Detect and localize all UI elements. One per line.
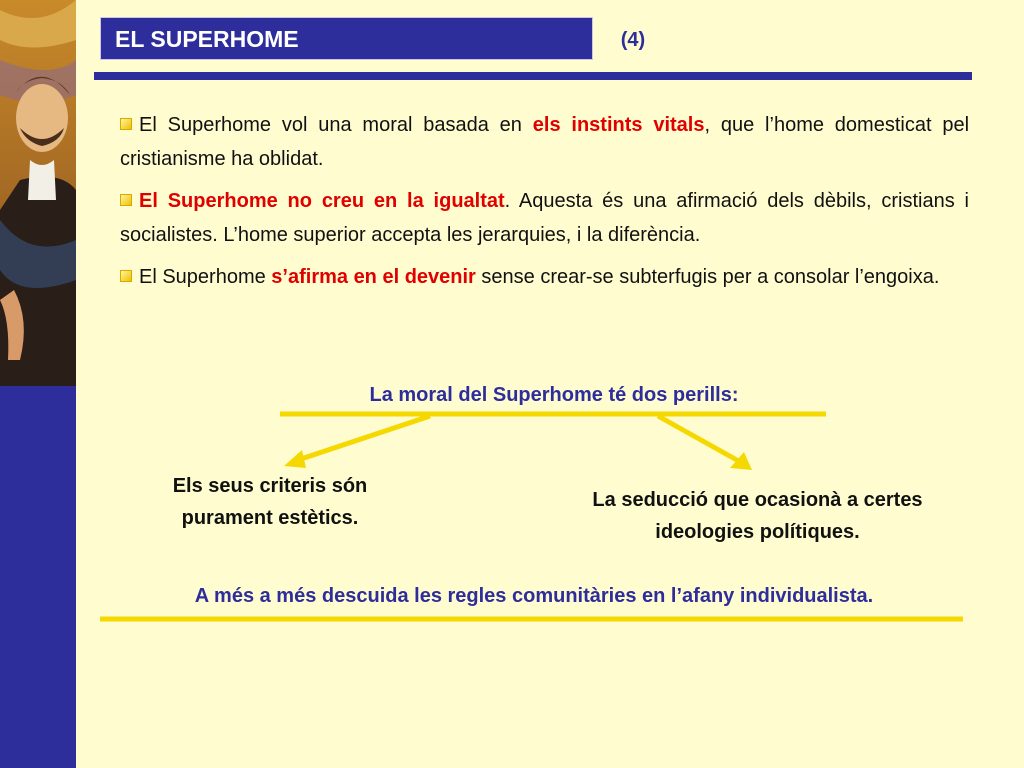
connector-left-line bbox=[292, 416, 430, 462]
perill-right-text: La seducció que ocasionà a certes ideologies polítiques. bbox=[592, 489, 923, 543]
bullet-text: , que l’home domesticat pel cristianisme ha oblidat. bbox=[120, 114, 970, 170]
bullet-text: El Superhome vol una moral basada en bbox=[139, 114, 533, 136]
bullet-highlight: s’afirma en el devenir bbox=[271, 266, 476, 288]
perills-heading: La moral del Superhome té dos perills: bbox=[369, 384, 739, 406]
connector-right-line bbox=[658, 416, 744, 464]
bullet-highlight: els instints vitals bbox=[532, 114, 705, 136]
bullet-text: sense crear-se subterfugis per a consolar l’engoixa. bbox=[475, 266, 940, 288]
slide-title: EL SUPERHOME bbox=[100, 17, 593, 60]
bullet-text: El Superhome bbox=[139, 266, 272, 288]
arrow-right-icon bbox=[730, 452, 752, 470]
bullet-text: . Aquesta és una afirmació dels dèbils, cristians i socialistes. L’home superior accepta les jerarquies, i la diferència. bbox=[120, 190, 969, 246]
bullet-highlight: El Superhome no creu en la igualtat bbox=[139, 190, 505, 212]
final-statement: A més a més descuida les regles comunitàries en l’afany individualista. bbox=[194, 585, 874, 607]
arrow-left-icon bbox=[284, 450, 306, 468]
slide-number: (4) bbox=[620, 29, 646, 51]
perill-left-text: Els seus criteris són purament estètics. bbox=[172, 475, 368, 529]
